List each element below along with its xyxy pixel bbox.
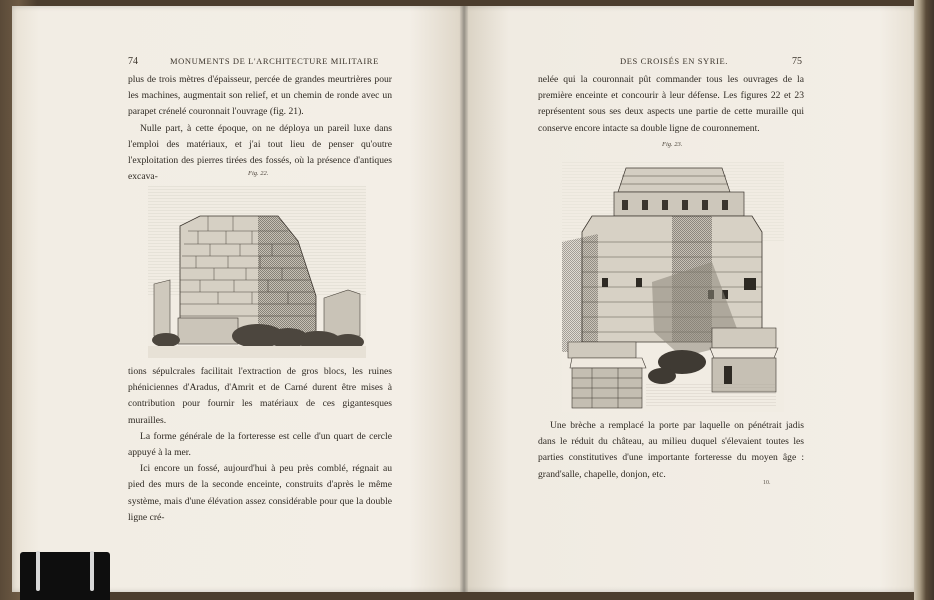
binder-clip-wire [36,551,40,591]
right-figure-label: Fig. 23. [662,141,683,148]
left-text-top [128,72,392,185]
right-text-top [538,72,804,137]
right-page-number: 75 [792,56,802,67]
left-figure-label: Fig. 22. [248,170,269,177]
right-running-head: DES CROISÉS EN SYRIE. [620,56,729,66]
binder-clip [20,552,110,600]
right-paragraph-1: nelée qui la couronnait pût commander tous les ouvrages de la première enceinte et concourir à leur défense. Les figures 22 et 23 représentent sous ses deux aspects une partie de cette muraille qui conserve encore intacte sa double ligne de couronnement. [538,74,804,134]
fortress-wall-engraving-left [148,186,366,358]
signature-mark: 10. [763,480,771,486]
left-paragraph-1: plus de trois mètres d'épaisseur, percée de grandes meurtrières pour les machines, augmentait son relief, et un chemin de ronde avec un parapet crénelé couronnait l'ouvrage (fig. 21). [128,74,392,118]
left-running-head: MONUMENTS DE L'ARCHITECTURE MILITAIRE [170,56,379,66]
binder-clip-wire [90,551,94,591]
right-text-bottom [538,418,804,483]
left-page-number: 74 [128,56,138,67]
page-stack-edge [914,0,934,600]
left-paragraph-5: Ici encore un fossé, aujourd'hui à peu près comblé, régnait au pied des murs de la seconde enceinte, construits d'après le même système, mais d'une élévation assez considérable pour que la double ligne cré- [128,463,392,523]
left-paragraph-4: La forme générale de la forteresse est celle d'un quart de cercle appuyé à la mer. [128,430,392,459]
left-text-bottom [128,364,392,526]
book-gutter [460,6,468,592]
left-paragraph-2: Nulle part, à cette époque, on ne déploya un pareil luxe dans l'emploi des matériaux, et j'ai tout lieu de penser qu'outre l'exploitation des pierres tirées des fossés, où la présence d'antiques excava- [128,122,392,183]
castle-breach-engraving-right [562,162,784,412]
right-paragraph-2: Une brèche a remplacé la porte par laquelle on pénétrait jadis dans le réduit du château, au milieu duquel s'élevaient toutes les parties constitutives d'une importante forteresse du moyen âge : grand'salle, chapelle, donjon, etc. [538,420,804,480]
left-paragraph-3: tions sépulcrales facilitait l'extraction de gros blocs, les ruines phéniciennes d'Aradus, d'Amrit et de Carné durent être mises à contribution pour fournir les matériaux de ces gigantesques murailles. [128,366,392,426]
